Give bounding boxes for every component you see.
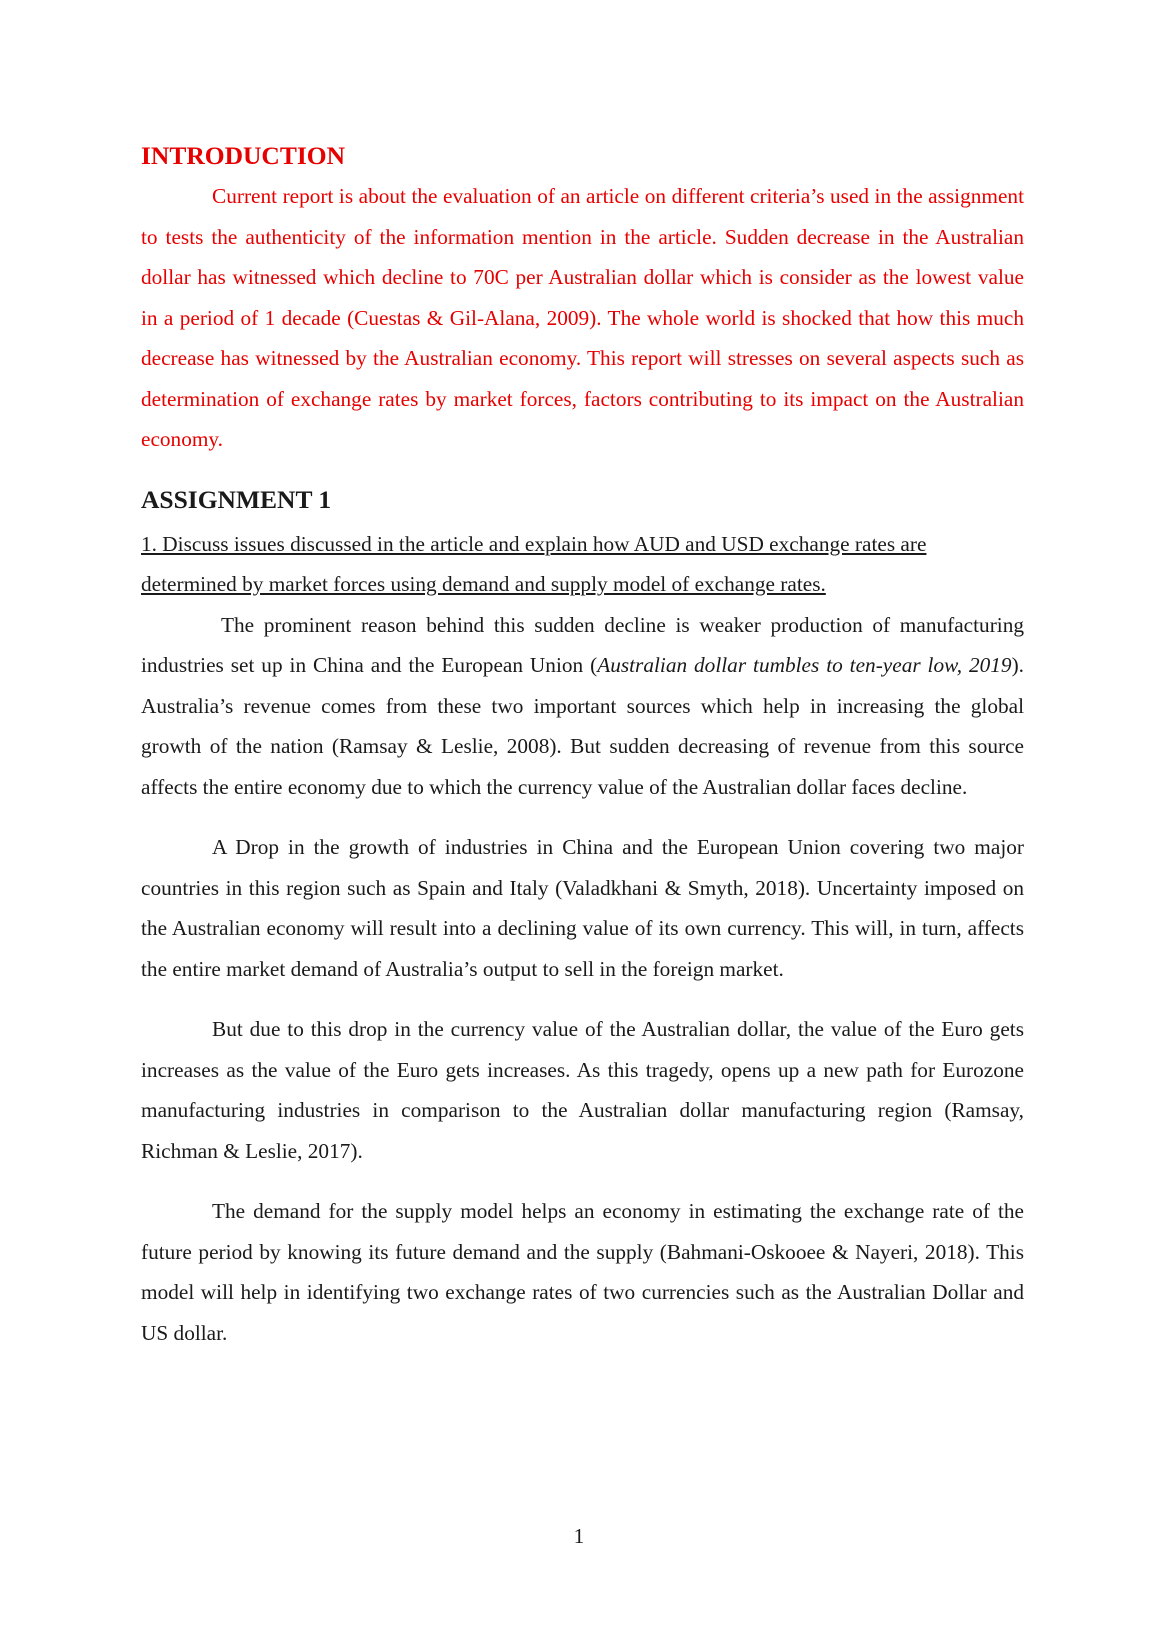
assignment-heading: ASSIGNMENT 1 <box>141 484 332 514</box>
body-paragraph-4: The demand for the supply model helps an economy in estimating the exchange rate of the future period by knowing its future demand and the supply (Bahmani-Oskooee & Nayeri, 2018). This model will help in identifying two exchange rates of two currencies such as the Australian Dollar and US dollar. <box>141 1199 1024 1345</box>
body-paragraph-1-text-after: ). Australia’s revenue comes from these two important sources which help in increasing the global growth of the nation (Ramsay & Leslie, 2008). But sudden decreasing of revenue from this source affects the entire economy due to which the currency value of the Australian dollar faces decline. <box>141 653 1024 799</box>
introduction-paragraph: Current report is about the evaluation of an article on different criteria’s used in the assignment to tests the authenticity of the information mention in the article. Sudden decrease in the Australian dollar has witnessed which decline to 70C per Australian dollar which is consider as the lowest value in a period of 1 decade (Cuestas & Gil-Alana, 2009). The whole world is shocked that how this much decrease has witnessed by the Australian economy. This report will stresses on several aspects such as determination of exchange rates by market forces, factors contributing to its impact on the Australian economy. <box>141 184 1024 451</box>
page-content <box>141 138 1024 1353</box>
introduction-heading: INTRODUCTION <box>141 141 346 170</box>
page-number: 1 <box>573 1524 585 1548</box>
article-title-citation: Australian dollar tumbles to ten-year low, 2019 <box>597 653 1012 677</box>
body-paragraph-1-text-before: The prominent reason behind this sudden decline is weaker production of manufacturing industries set up in China and the European Union ( <box>141 612 1024 677</box>
assignment-question: 1. Discuss issues discussed in the article and explain how AUD and USD exchange rates are determined by market forces using demand and supply model of exchange rates. <box>141 531 927 596</box>
body-paragraph-1 <box>141 605 1024 808</box>
body-paragraph-3: But due to this drop in the currency value of the Australian dollar, the value of the Euro gets increases as the value of the Euro gets increases. As this tragedy, opens up a new path for Eurozone manufacturing industries in comparison to the Australian dollar manufacturing region (Ramsay, Richman & Leslie, 2017). <box>141 1017 1024 1163</box>
body-paragraph-2: A Drop in the growth of industries in China and the European Union covering two major countries in this region such as Spain and Italy (Valadkhani & Smyth, 2018). Uncertainty imposed on the Australian economy will result into a declining value of its own currency. This will, in turn, affects the entire market demand of Australia’s output to sell in the foreign market. <box>141 835 1024 981</box>
